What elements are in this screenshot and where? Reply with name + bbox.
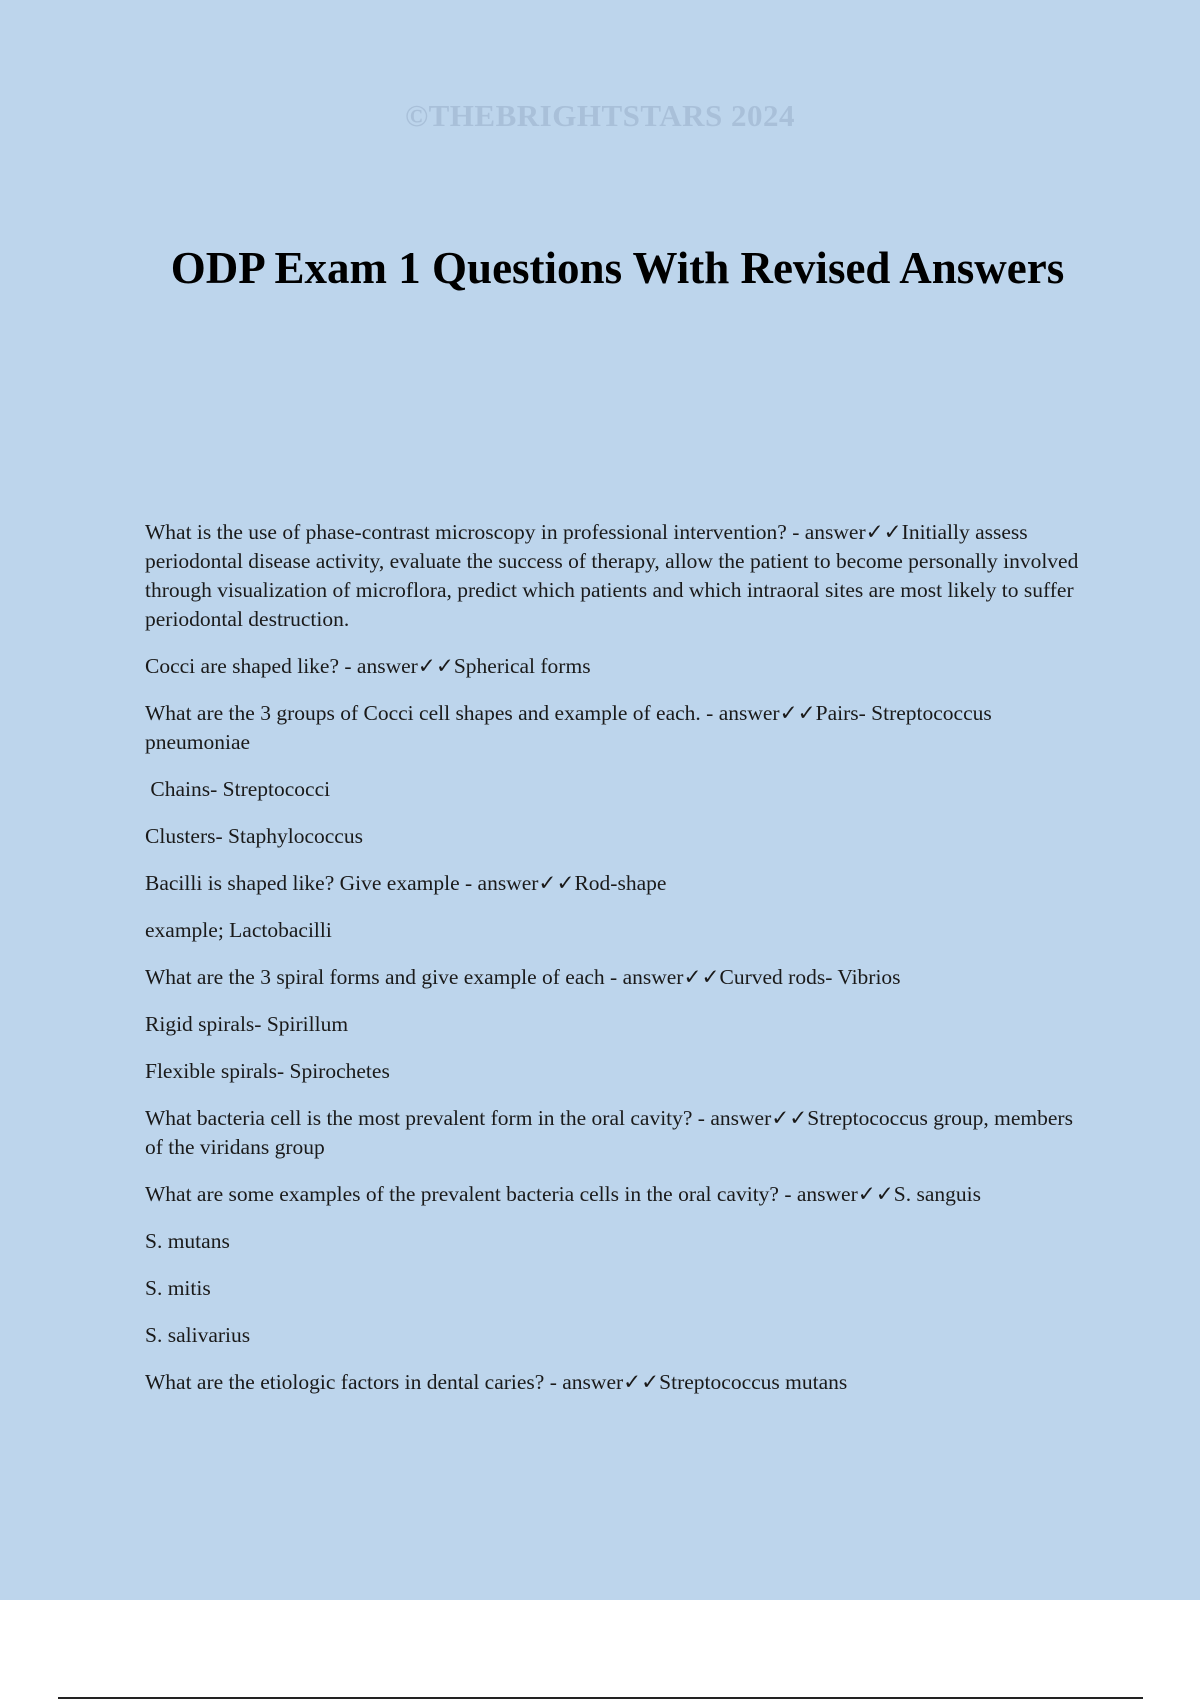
- watermark: ©THEBRIGHTSTARS 2024: [404, 98, 796, 133]
- paragraph: S. mutans: [145, 1229, 230, 1253]
- footer-divider: [58, 1697, 1143, 1699]
- paragraph: Bacilli is shaped like? Give example - answer✓✓Rod-shape: [145, 871, 667, 895]
- paragraph: S. salivarius: [145, 1323, 251, 1347]
- paragraph: Rigid spirals- Spirillum: [145, 1012, 349, 1036]
- paragraph: Clusters- Staphylococcus: [145, 824, 363, 848]
- paragraph: What are the etiologic factors in dental caries? - answer✓✓Streptococcus mutans: [145, 1370, 848, 1394]
- document-body: [145, 518, 1090, 1415]
- paragraph: What are the 3 spiral forms and give example of each - answer✓✓Curved rods- Vibrios: [145, 965, 901, 989]
- paragraph: S. mitis: [145, 1276, 211, 1300]
- paragraph: What bacteria cell is the most prevalent form in the oral cavity? - answer✓✓Streptococcus group, members of the viridans group: [145, 1106, 1079, 1159]
- paragraph: What are some examples of the prevalent bacteria cells in the oral cavity? - answer✓✓S. sanguis: [145, 1182, 981, 1206]
- paragraph: Cocci are shaped like? - answer✓✓Spherical forms: [145, 654, 591, 678]
- paragraph: What are the 3 groups of Cocci cell shapes and example of each. - answer✓✓Pairs- Streptococcus pneumoniae: [145, 701, 998, 754]
- paragraph: Chains- Streptococci: [145, 777, 331, 801]
- document-title: ODP Exam 1 Questions With Revised Answers: [170, 243, 1065, 293]
- paragraph: Flexible spirals- Spirochetes: [145, 1059, 390, 1083]
- paragraph: What is the use of phase-contrast microscopy in professional intervention? - answer✓✓Initially assess periodontal disease activity, evaluate the success of therapy, allow the patient to become personally involved through visualization of microflora, predict which patients and which intraoral sites are most likely to suffer periodontal destruction.: [145, 520, 1084, 631]
- paragraph: example; Lactobacilli: [145, 918, 332, 942]
